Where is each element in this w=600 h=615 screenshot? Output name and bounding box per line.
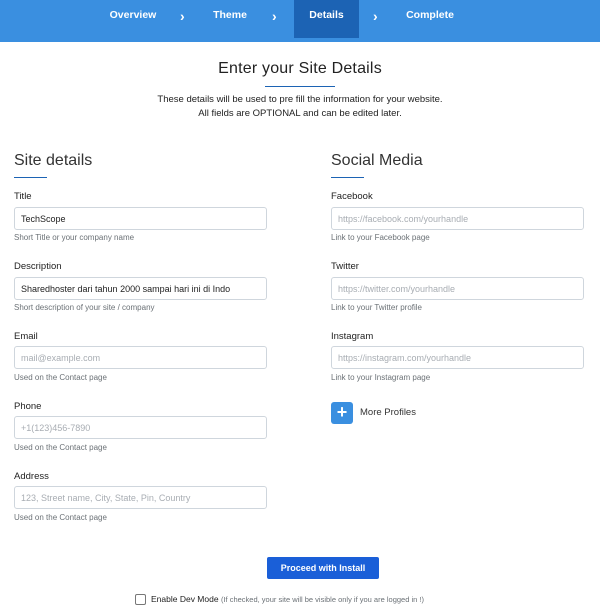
address-help: Used on the Contact page xyxy=(14,513,107,522)
chevron-right-icon: › xyxy=(180,8,185,24)
dev-mode-label[interactable] xyxy=(151,594,424,604)
intro-text-line-1: These details will be used to pre fill the information for your website. xyxy=(157,94,443,105)
site-details-underline xyxy=(14,177,47,178)
chevron-right-icon: › xyxy=(373,8,378,24)
step-theme[interactable]: Theme xyxy=(213,9,247,21)
title-label: Title xyxy=(14,191,32,202)
description-help: Short description of your site / company xyxy=(14,303,155,312)
instagram-label: Instagram xyxy=(331,331,374,342)
facebook-label: Facebook xyxy=(331,191,373,202)
page-title: Enter your Site Details xyxy=(218,60,382,77)
social-media-underline xyxy=(331,177,364,178)
step-details[interactable]: Details xyxy=(294,0,359,38)
dev-mode-label-text: Enable Dev Mode xyxy=(151,594,219,604)
email-help: Used on the Contact page xyxy=(14,373,107,382)
proceed-with-install-button[interactable]: Proceed with Install xyxy=(267,557,379,579)
instagram-field[interactable] xyxy=(331,346,584,369)
chevron-right-icon: › xyxy=(272,8,277,24)
phone-help: Used on the Contact page xyxy=(14,443,107,452)
facebook-field[interactable] xyxy=(331,207,584,230)
site-details-heading: Site details xyxy=(14,152,93,169)
title-underline xyxy=(265,86,335,87)
dev-mode-note: (If checked, your site will be visible only if you are logged in !) xyxy=(220,595,424,604)
email-field[interactable] xyxy=(14,346,267,369)
plus-icon: + xyxy=(336,402,348,422)
more-profiles-label[interactable]: More Profiles xyxy=(360,407,416,418)
twitter-label: Twitter xyxy=(331,261,359,272)
social-media-heading: Social Media xyxy=(331,152,423,169)
email-label: Email xyxy=(14,331,38,342)
twitter-help: Link to your Twitter profile xyxy=(331,303,423,312)
title-input[interactable] xyxy=(14,207,267,230)
description-label: Description xyxy=(14,261,62,272)
phone-field[interactable] xyxy=(14,416,267,439)
step-complete[interactable]: Complete xyxy=(406,9,454,21)
intro-text-line-2: All fields are OPTIONAL and can be edited later. xyxy=(198,108,402,119)
dev-mode-checkbox[interactable] xyxy=(135,594,146,605)
title-help: Short Title or your company name xyxy=(14,233,135,242)
description-input[interactable] xyxy=(14,277,267,300)
instagram-help: Link to your Instagram page xyxy=(331,373,431,382)
address-field[interactable] xyxy=(14,486,267,509)
facebook-help: Link to your Facebook page xyxy=(331,233,430,242)
wizard-steps-bar xyxy=(0,0,600,42)
add-more-profiles-button[interactable] xyxy=(331,402,353,424)
step-overview[interactable]: Overview xyxy=(109,9,157,21)
phone-label: Phone xyxy=(14,401,42,412)
address-label: Address xyxy=(14,471,49,482)
twitter-field[interactable] xyxy=(331,277,584,300)
